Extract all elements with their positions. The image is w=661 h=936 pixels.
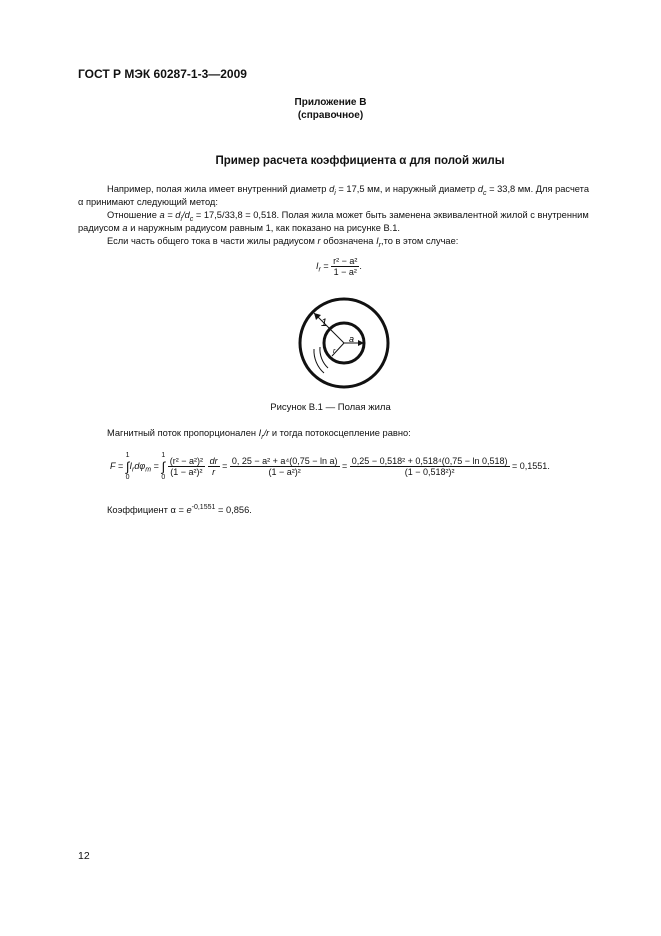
symbol-ratio: a = d: [159, 210, 181, 220]
section-title: Пример расчета коэффициента α для полой жилы: [215, 155, 505, 167]
eq-sign: =: [219, 460, 230, 471]
symbol-Ir-sub: r: [378, 241, 382, 249]
eq-denominator: r: [212, 467, 216, 477]
symbol-di: d: [329, 184, 335, 194]
paragraph-5: [107, 501, 252, 517]
text: = 17,5 мм, и наружный диаметр: [338, 184, 476, 194]
symbol-dc-sub: c: [483, 189, 487, 197]
eq-numerator: r² − a²: [333, 256, 358, 266]
eq-fraction: [331, 256, 359, 277]
integral-sign: ∫: [125, 459, 130, 474]
symbol-Ir-sub: r: [261, 433, 264, 441]
symbol-a: a: [122, 223, 128, 233]
eq-denominator: (1 − 0,518²)²: [404, 467, 455, 477]
eq-numerator: (r² − a²)²: [169, 456, 204, 466]
text: Коэффициент α =: [107, 505, 184, 516]
document-header: ГОСТ Р МЭК 60287-1-3—2009: [78, 67, 247, 81]
eq-term: I: [129, 460, 133, 471]
integral-upper: 1: [161, 452, 166, 459]
text: радиусом: [78, 223, 120, 233]
figure-caption: Рисунок В.1 — Полая жила: [270, 402, 391, 413]
eq-sub: r: [132, 466, 135, 474]
eq-sign: =: [151, 460, 162, 471]
eq-denominator: 1 − a²: [333, 267, 357, 277]
eq-lhs: I: [316, 260, 319, 271]
symbol-dc: d: [477, 184, 483, 194]
integral-lower: 0: [161, 474, 166, 481]
text: = 17,5/33,8 = 0,518. Полая жила может быть заменена эквивалентной жилой с внутренним: [195, 210, 589, 220]
paragraph-3: [107, 235, 458, 252]
page-number: 12: [78, 850, 90, 862]
eq-F: F =: [110, 460, 124, 471]
integral-sign: ∫: [161, 459, 166, 474]
eq-numerator: 0, 25 − a² + a⁴(0,75 − ln a): [231, 456, 338, 466]
paragraph-4: Магнитный поток пропорционален $I_r/r$ и тогда потокосцепление равно:: [107, 428, 411, 441]
symbol-e-exp: -0,1551: [191, 504, 216, 511]
eq-sub: m: [145, 466, 152, 474]
label-inner-radius: a: [349, 334, 355, 344]
eq-fraction: [208, 456, 220, 477]
symbol-r: r: [317, 236, 321, 246]
eq-sign: =: [320, 260, 332, 271]
text: и тогда потокосцепление равно:: [271, 428, 411, 438]
symbol-Ir: I: [258, 428, 262, 438]
eq-result: = 0,1551.: [509, 460, 550, 471]
label-r: r: [333, 348, 336, 355]
equation-flux-linkage: [110, 452, 650, 481]
eq-fraction: [230, 456, 340, 477]
symbol-r: r: [266, 428, 270, 438]
eq-denominator: (1 − a²)²: [268, 467, 301, 477]
hollow-conductor-figure: [288, 296, 408, 396]
symbol-sub: i: [180, 215, 183, 223]
integral-lower: 0: [125, 474, 130, 481]
label-outer-radius: 1: [321, 317, 328, 329]
paragraph-2-line-2: [78, 222, 400, 235]
eq-fraction: [168, 456, 205, 477]
appendix-subtitle: (справочное): [297, 110, 364, 121]
eq-end: .: [359, 260, 362, 271]
integral-upper: 1: [125, 452, 130, 459]
eq-lhs-sub: r: [318, 266, 321, 274]
appendix-title: Приложение В: [294, 97, 367, 108]
text: обозначена: [323, 236, 374, 246]
text: Например, полая жила имеет внутренний диаметр: [107, 184, 327, 194]
text: = 33,8 мм. Для расчета: [489, 184, 589, 194]
paragraph-1-line-2: α принимают следующий метод:: [78, 197, 218, 207]
text: Отношение: [107, 210, 157, 220]
text: Если часть общего тока в части жилы радиусом: [107, 236, 315, 246]
symbol-e: e: [186, 505, 192, 516]
symbol-di-sub: i: [334, 189, 336, 197]
eq-numerator: 0,25 − 0,518² + 0,518⁴(0,75 − ln 0,518): [351, 456, 508, 466]
eq-numerator: dr: [209, 456, 218, 466]
text: Магнитный поток пропорционален: [107, 428, 257, 438]
eq-sign: =: [339, 460, 350, 471]
integral-2: [161, 452, 165, 481]
text: ,то в этом случае:: [381, 236, 459, 246]
eq-fraction: [350, 456, 510, 477]
equation-current-fraction: [316, 256, 362, 277]
eq-denominator: (1 − a²)²: [170, 467, 203, 477]
eq-term: dφ: [134, 460, 146, 471]
text: и наружным радиусом равным 1, как показано на рисунке В.1.: [130, 223, 401, 233]
symbol-sub: c: [189, 215, 194, 223]
text: = 0,856.: [217, 505, 252, 516]
symbol-Ir: I: [376, 236, 379, 246]
symbol-ratio-mid: /d: [182, 210, 190, 220]
